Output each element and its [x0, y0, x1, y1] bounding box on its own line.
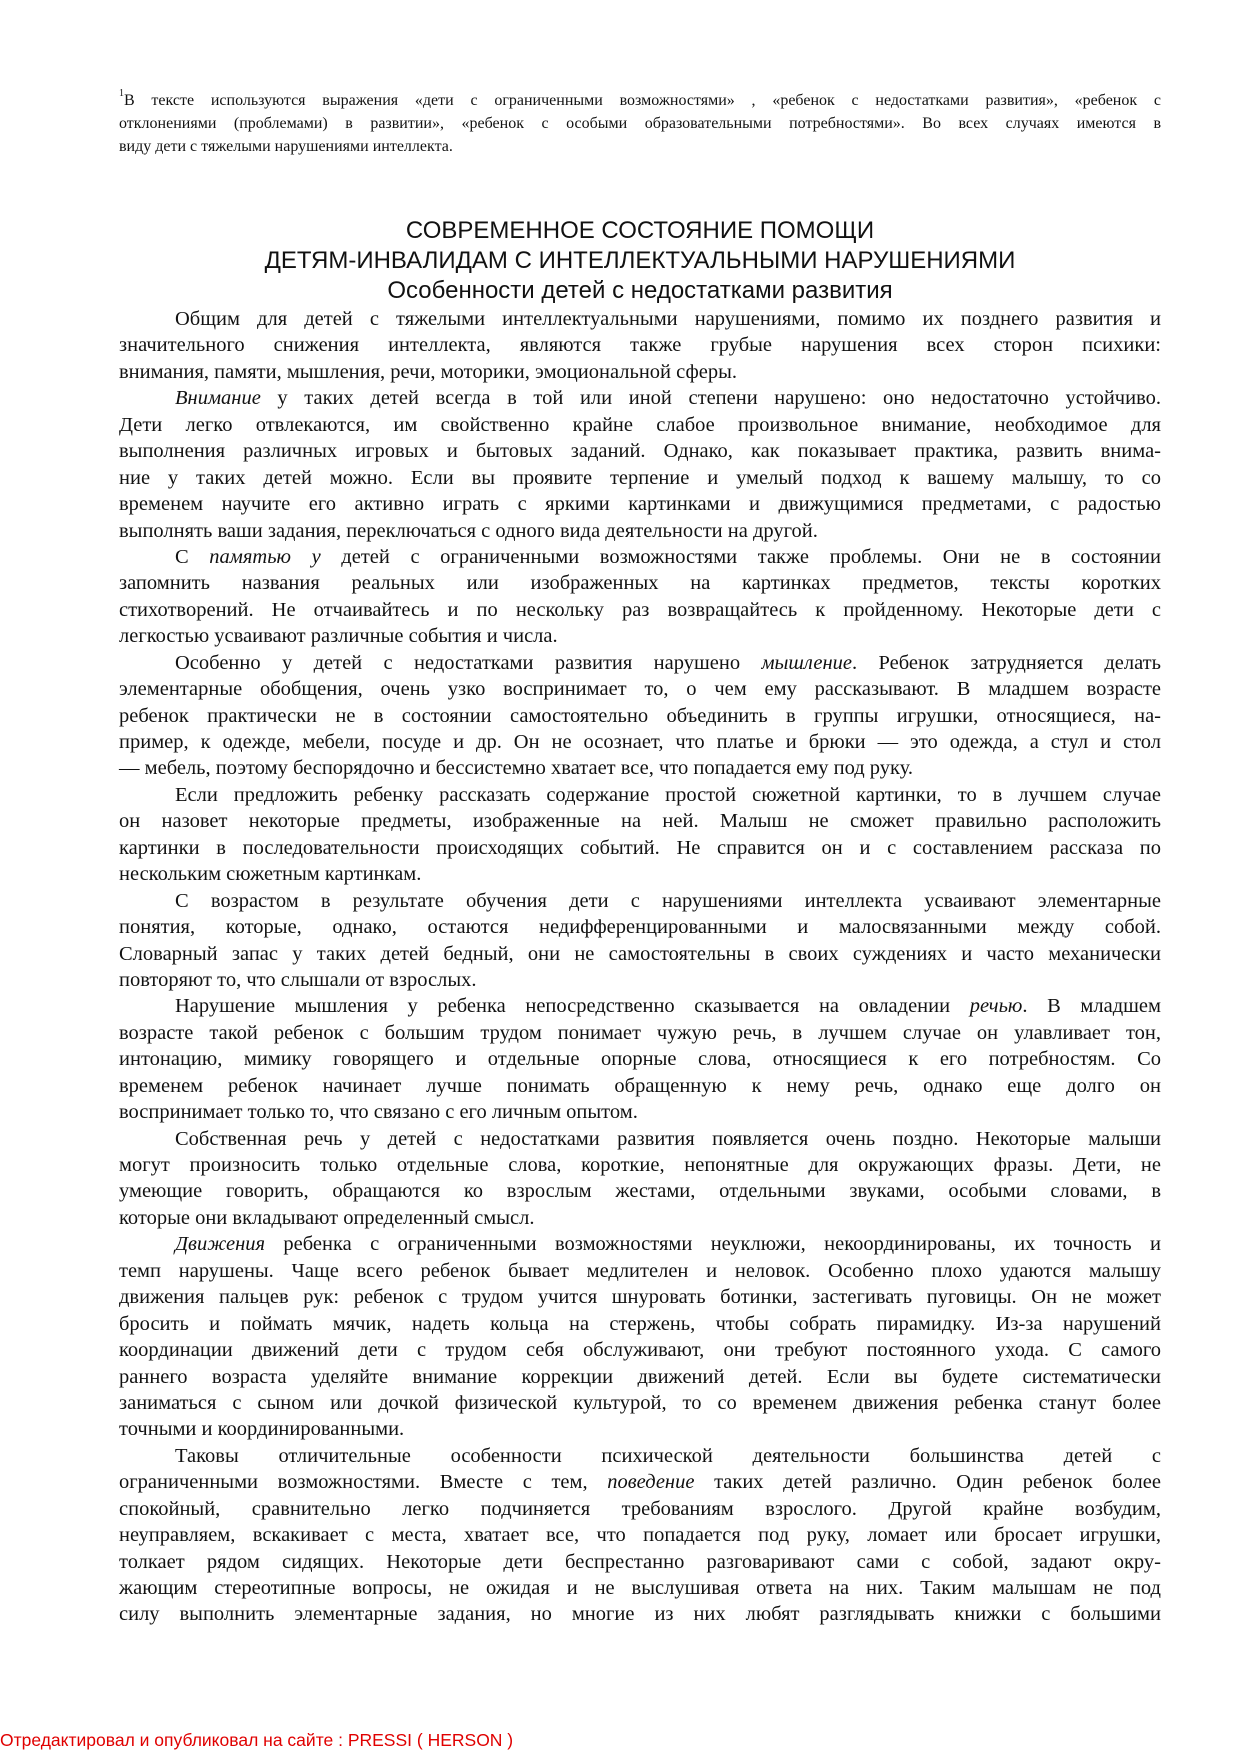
paragraph [119, 782, 1161, 888]
text-segment: Особенно у детей с недостатками развития нарушено [175, 651, 762, 674]
text-segment: у таких детей всегда в той или иной степени нарушено: оно недостаточно устойчиво. [260, 387, 1161, 410]
emphasized-term: Внимание [175, 387, 261, 410]
text-line [119, 1575, 1161, 1601]
text-line [119, 1284, 1161, 1310]
text-line [119, 888, 1161, 914]
text-line [119, 676, 1161, 702]
paragraph [119, 306, 1161, 385]
text-segment: спокойный, сравнительно легко подчиняется требованиям взрослого. Другой крайне возбудим, [119, 1497, 1161, 1520]
text-line [119, 835, 1161, 861]
subtitle: Особенности детей с недостатками развития [387, 277, 893, 304]
text-segment: запомнить названия реальных или изображенных на картинках предметов, тексты коротких [119, 572, 1161, 595]
text-segment: временем научите его активно играть с яркими картинками и движущимися предметами, с радостью [119, 493, 1161, 516]
text-segment: Словарный запас у таких детей бедный, они не самостоятельны в своих суждениях и часто механически [119, 942, 1161, 965]
text-line [119, 1443, 1161, 1469]
text-segment: Если предложить ребенку рассказать содержание простой сюжетной картинки, то в лучшем случае [175, 783, 1161, 806]
footnote-line: отклонениями (проблемами) в развитии», «ребенок с особыми образовательными потребностями». Во всех случаях имеются в [119, 115, 1161, 132]
text-segment: неуправляем, вскакивает с места, хватает все, что попадается под руку, ломает или бросает игрушки, [119, 1524, 1161, 1547]
body-text [119, 306, 1161, 1628]
text-line [119, 1496, 1161, 1522]
text-segment: толкает рядом сидящих. Некоторые дети беспрестанно разговаривают сами с собой, задают окру- [119, 1550, 1161, 1573]
footnote-text: В тексте используются выражения «дети с ограниченными возможностями» , «ребенок с недостатками развития», «ребенок с [124, 92, 1161, 109]
text-line [119, 967, 1161, 993]
text-segment: детей с ограниченными возможностями также проблемы. Они не в состоянии [320, 545, 1161, 568]
text-line [119, 491, 1161, 517]
text-line [119, 1522, 1161, 1548]
text-segment: жающим стереотипные вопросы, не ожидая и не выслушивая ответа на них. Таким малышам не под [119, 1577, 1161, 1599]
text-segment: легкостью усваивают различные события и числа. [119, 625, 558, 648]
text-segment: выполнения различных игровых и бытовых заданий. Однако, как показывает практика, развить внима- [119, 440, 1161, 463]
paragraph [119, 385, 1161, 544]
text-segment: стихотворений. Не отчаивайтесь и по нескольку раз возвращайтесь к пройденному. Некоторые дети с [119, 598, 1161, 621]
publisher-footer: Отредактировал и опубликовал на сайте : PRESSI ( HERSON ) [0, 1730, 514, 1750]
text-line [119, 1469, 1161, 1495]
text-line [119, 465, 1161, 491]
text-segment: координации движений дети с трудом себя обслуживают, они требуют постоянного ухода. С самого [119, 1339, 1161, 1362]
text-segment: ограниченными возможностями. Вместе с тем, [119, 1471, 608, 1494]
text-segment: пример, к одежде, мебели, посуде и др. Он не осознает, что платье и брюки — это одежда, а стул и стол [119, 731, 1161, 753]
text-line [119, 1337, 1161, 1363]
emphasized-term: поведение [607, 1471, 695, 1494]
text-line [119, 438, 1161, 464]
text-segment: С [175, 545, 210, 568]
text-segment: могут произносить только отдельные слова, короткие, непонятные для окружающих фразы. Дети, не [119, 1154, 1161, 1176]
text-line [119, 1549, 1161, 1575]
paragraph [119, 1126, 1161, 1232]
text-line [119, 544, 1161, 570]
text-segment: ребенок практически не в состоянии самостоятельно объединить в группы игрушки, относящиеся, на- [119, 704, 1161, 727]
text-line [119, 1364, 1161, 1390]
text-segment: Собственная речь у детей с недостатками развития появляется очень поздно. Некоторые малыши [175, 1127, 1161, 1150]
text-line [119, 914, 1161, 940]
text-segment: умеющие говорить, обращаются ко взрослым жестами, отдельными звуками, особыми словами, в [119, 1180, 1161, 1203]
text-segment: возрасте такой ребенок с большим трудом понимает чужую речь, в лучшем случае он улавливает тон, [119, 1021, 1161, 1044]
paragraph [119, 993, 1161, 1125]
text-segment: силу выполнить элементарные задания, но многие из них любят разглядывать книжки с большими [119, 1603, 1161, 1626]
text-segment: заниматься с сыном или дочкой физической культурой, то со временем движения ребенка станут более [119, 1391, 1161, 1414]
text-segment: точными и координированными. [119, 1418, 405, 1441]
text-segment: таких детей различно. Один ребенок более [694, 1471, 1161, 1494]
text-line [119, 782, 1161, 808]
text-segment: элементарные обобщения, очень узко воспринимает то, о чем ему рассказывают. В младшем возрасте [119, 678, 1161, 701]
text-line [119, 1205, 1161, 1231]
text-segment: темп нарушены. Чаще всего ребенок бывает медлителен и неловок. Особенно плохо удаются малышу [119, 1259, 1161, 1282]
text-segment: воспринимает только то, что связано с его личным опытом. [119, 1101, 638, 1124]
text-line [119, 861, 1161, 887]
text-line [119, 1152, 1161, 1178]
text-segment: движения пальцев рук: ребенок с трудом учится шнуровать ботинки, застегивать пуговицы. Он не может [119, 1286, 1161, 1309]
footnote-line [119, 89, 1161, 112]
text-segment: повторяют то, что слышали от взрослых. [119, 968, 477, 991]
text-segment: ребенка с ограниченными возможностями неуклюжи, некоординированы, их точность и [265, 1233, 1161, 1256]
text-line [119, 729, 1161, 755]
emphasized-term: памятью у [209, 545, 321, 568]
paragraph [119, 1443, 1161, 1628]
text-segment: Нарушение мышления у ребенка непосредственно сказывается на овладении [175, 995, 970, 1018]
text-line [119, 518, 1161, 544]
text-line [119, 1390, 1161, 1416]
emphasized-term: Движения [175, 1233, 266, 1256]
text-line [119, 941, 1161, 967]
text-line [119, 755, 1161, 781]
paragraph [119, 544, 1161, 650]
page-title-line-1: СОВРЕМЕННОЕ СОСТОЯНИЕ ПОМОЩИ [405, 217, 875, 244]
text-segment: выполнять ваши задания, переключаться с одного вида деятельности на другой. [119, 519, 818, 542]
text-segment: Дети легко отвлекаются, им свойственно крайне слабое произвольное внимание, необходимое для [119, 413, 1161, 436]
text-line [119, 1178, 1161, 1204]
text-segment: интонацию, мимику говорящего и отдельные опорные слова, относящиеся к его потребностям. Со [119, 1048, 1161, 1071]
text-segment: . В младшем [1022, 995, 1162, 1018]
text-segment: раннего возраста уделяйте внимание коррекции движений детей. Если вы будете систематически [119, 1365, 1161, 1388]
footnote [119, 89, 1161, 158]
text-line [119, 1601, 1161, 1627]
text-line [119, 332, 1161, 358]
text-segment: которые они вкладывают определенный смысл. [119, 1206, 535, 1229]
text-segment: — мебель, поэтому беспорядочно и бессистемно хватает все, что попадается ему под руку. [119, 757, 914, 780]
text-line [119, 597, 1161, 623]
text-line [119, 1311, 1161, 1337]
text-segment: бросить и поймать мячик, надеть кольца на стержень, чтобы собрать пирамидку. Из-за нарушений [119, 1312, 1161, 1335]
text-line [119, 808, 1161, 834]
text-line [119, 993, 1161, 1019]
text-line [119, 1416, 1161, 1442]
section-heading [119, 216, 1161, 306]
text-line [119, 385, 1161, 411]
text-segment: ние у таких детей можно. Если вы проявите терпение и умелый подход к вашему малышу, то со [119, 466, 1161, 489]
text-line [119, 1073, 1161, 1099]
text-segment: значительного снижения интеллекта, являются также грубые нарушения всех сторон психики: [119, 334, 1161, 357]
paragraph [119, 650, 1161, 782]
emphasized-term: мышление [761, 651, 852, 674]
text-line [119, 703, 1161, 729]
text-line [119, 570, 1161, 596]
paragraph [119, 888, 1161, 994]
emphasized-term: речью [969, 995, 1023, 1018]
text-segment: внимания, памяти, мышления, речи, моторики, эмоциональной сферы. [119, 360, 738, 383]
text-line [119, 1231, 1161, 1257]
text-segment: он назовет некоторые предметы, изображенные на ней. Малыш не сможет правильно расположить [119, 810, 1161, 833]
text-segment: Общим для детей с тяжелыми интеллектуальными нарушениями, помимо их позднего развития и [175, 308, 1161, 330]
text-line [119, 1099, 1161, 1125]
text-segment: временем ребенок начинает лучше понимать обращенную к нему речь, однако еще долго он [119, 1074, 1161, 1097]
footnote-marker: 1 [119, 88, 124, 99]
text-segment: понятия, которые, однако, остаются недифференцированными и малосвязанными между собой. [119, 916, 1161, 939]
text-line [119, 1126, 1161, 1152]
text-line [119, 1020, 1161, 1046]
text-line [119, 623, 1161, 649]
text-segment: Таковы отличительные особенности психической деятельности большинства детей с [175, 1444, 1161, 1467]
text-segment: С возрастом в результате обучения дети с нарушениями интеллекта усваивают элементарные [175, 889, 1161, 912]
text-line [119, 412, 1161, 438]
text-segment: картинки в последовательности происходящих событий. Не справится он и с составлением рассказа по [119, 836, 1161, 859]
text-segment: . Ребенок затрудняется делать [851, 651, 1161, 674]
text-line [119, 359, 1161, 385]
text-line [119, 1046, 1161, 1072]
text-segment: нескольким сюжетным картинкам. [119, 863, 422, 886]
paragraph [119, 1231, 1161, 1443]
text-line [119, 650, 1161, 676]
footnote-line: виду дети с тяжелыми нарушениями интеллекта. [119, 138, 453, 155]
page-title-line-2: ДЕТЯМ-ИНВАЛИДАМ С ИНТЕЛЛЕКТУАЛЬНЫМИ НАРУШЕНИЯМИ [264, 247, 1016, 274]
text-line [119, 1258, 1161, 1284]
text-line [119, 306, 1161, 332]
